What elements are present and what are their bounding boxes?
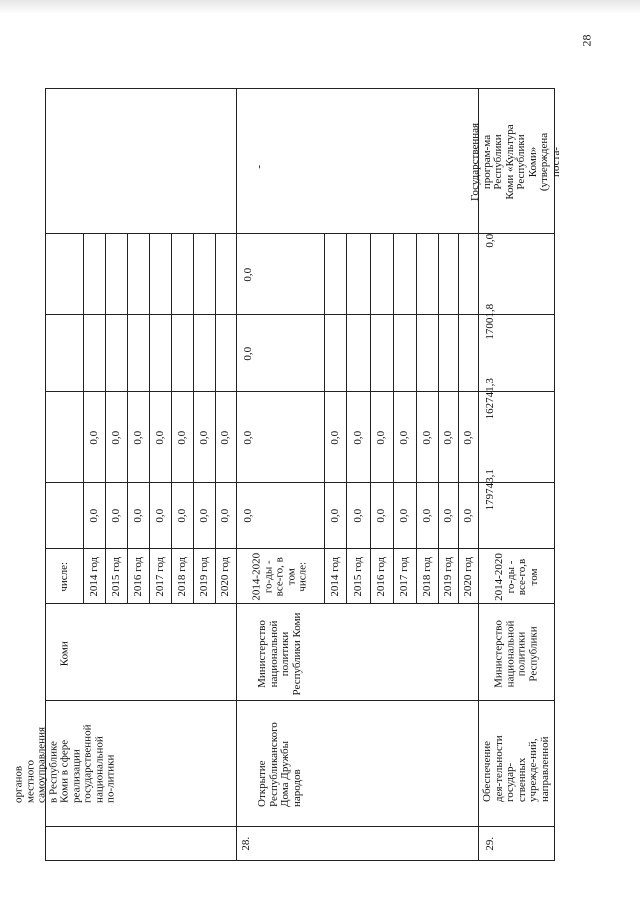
row28-year-2020: 2020 год: [461, 556, 474, 597]
row28-rb-2015: 0,0: [351, 430, 364, 445]
cont-name-cell: органов местного самоуправления в Республике Коми в сфере реализации государственной национальной по-литики: [12, 724, 117, 804]
row28-rb-2020: 0,0: [461, 430, 474, 445]
cont-total-2015: 0,0: [109, 509, 122, 523]
cont-year-2015: 2015 год: [109, 556, 122, 597]
row29-rb: 162741,3: [484, 378, 497, 420]
cont-year-2018: 2018 год: [175, 556, 188, 597]
row28-rb-2014: 0,0: [328, 430, 341, 445]
cont-year-2014: 2014 год: [87, 556, 100, 597]
cont-total-2020: 0,0: [219, 509, 232, 523]
row28-name: Открытие Республиканского Дома Дружбы народов: [256, 722, 303, 807]
row29-number: 29.: [484, 837, 497, 851]
row28-year-2014: 2014 год: [328, 556, 341, 597]
row28-year-2015: 2015 год: [351, 556, 364, 597]
row28-year-2018: 2018 год: [420, 556, 433, 597]
row28-fb: 0,0: [242, 346, 255, 361]
cont-year-2016: 2016 год: [131, 556, 144, 597]
cont-total-2016: 0,0: [131, 509, 144, 523]
page-number: 28: [579, 34, 594, 46]
cont-executor-cell: Коми: [58, 641, 71, 667]
cont-rb-2015: 0,0: [109, 430, 122, 445]
row28-year-2017: 2017 год: [398, 556, 411, 597]
row28-year-2016: 2016 год: [375, 556, 388, 597]
cont-year-2019: 2019 год: [197, 556, 210, 597]
cont-year-2017: 2017 год: [153, 556, 166, 597]
row28-other: 0,0: [242, 267, 255, 282]
row28-rb: 0,0: [242, 430, 255, 445]
row28-note: -: [253, 164, 266, 169]
cont-total-2018: 0,0: [175, 509, 188, 523]
row28-total-2017: 0,0: [398, 509, 411, 523]
row29-other: 0,0: [484, 233, 497, 248]
row28-rb-2018: 0,0: [420, 430, 433, 445]
row28-total-2016: 0,0: [375, 509, 388, 523]
row28-total-2020: 0,0: [461, 509, 474, 523]
row28-rb-2019: 0,0: [441, 430, 454, 445]
row29-total: 179743,1: [484, 469, 497, 511]
row29-fb: 17001,8: [484, 303, 497, 340]
cont-rb-2018: 0,0: [175, 430, 188, 445]
row28-total-2015: 0,0: [351, 509, 364, 523]
row29-name: Обеспечение дея-тельности государ-ственных учрежде-ний, направленной: [481, 734, 551, 802]
row28-total-2019: 0,0: [441, 509, 454, 523]
row28-total-2014: 0,0: [328, 509, 341, 523]
cont-total-2014: 0,0: [87, 509, 100, 523]
cont-rb-2019: 0,0: [197, 430, 210, 445]
row28-total-2018: 0,0: [420, 509, 433, 523]
cont-rb-2016: 0,0: [131, 430, 144, 445]
cont-total-2017: 0,0: [153, 509, 166, 523]
row28-number: 28.: [240, 837, 253, 851]
row28-executor: Министерство национальной политики Республики Коми: [256, 612, 303, 696]
table-right-border: [554, 88, 555, 861]
row28-period: 2014-2020 го-ды - все-го, в том числе:: [250, 552, 309, 601]
row28-year-2019: 2019 год: [441, 556, 454, 597]
cont-year-2020: 2020 год: [219, 556, 232, 597]
row28-total: 0,0: [242, 509, 255, 523]
cont-period-cell: числе:: [58, 561, 71, 592]
cont-rb-2020: 0,0: [219, 430, 232, 445]
cont-rb-2017: 0,0: [153, 430, 166, 445]
row29-executor: Министерство национальной политики Республики: [492, 620, 539, 688]
row28-rb-2017: 0,0: [398, 430, 411, 445]
cont-rb-2014: 0,0: [87, 430, 100, 445]
row29-period: 2014-2020 го-ды - все-го,в том: [492, 552, 539, 601]
row28-rb-2016: 0,0: [375, 430, 388, 445]
row29-note: Государственная програм-ма Республики Коми «Культура Республики Коми» (утверждена поста-: [469, 122, 563, 201]
cont-total-2019: 0,0: [197, 509, 210, 523]
